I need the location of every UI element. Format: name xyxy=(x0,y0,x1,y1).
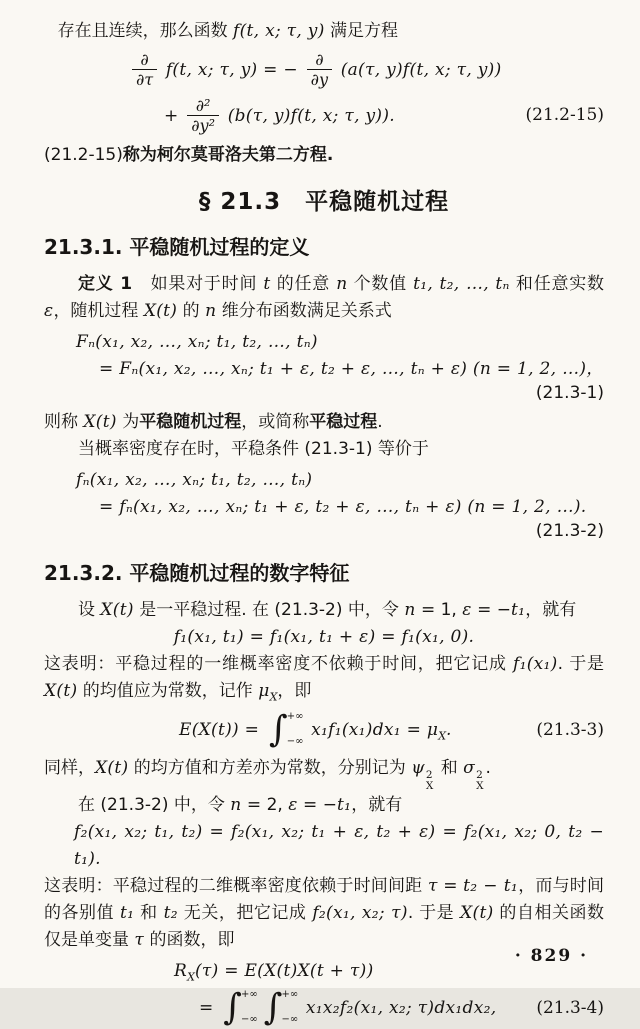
equation-tag: (21.3-4) xyxy=(536,997,604,1018)
mean-paragraph: 这表明：平稳过程的一维概率密度不依赖于时间，把它记成 f₁(x₁). 于是 X(t) 的均值应为常数，记作 $\mu_X$，即 xyxy=(44,654,605,704)
f2-formula: f₂(x₁, x₂; t₁, t₂) = f₂(x₁, x₂; t₁ + ε, t₂ + ε) = f₂(x₁, x₂; 0, t₂ − t₁). xyxy=(74,822,604,870)
correlation-paragraph: 这表明：平稳过程的二维概率密度依赖于时间间距 τ = t₂ − t₁，而与时间的各别值 t₁ 和 t₂ 无关，把它记成 f₂(x₁, x₂; τ). 于是 X(t) 的自相关函数仅是单变量 τ 的函数，即 xyxy=(44,876,605,951)
equation-line xyxy=(44,709,604,751)
equation-21-3-1 xyxy=(44,329,604,405)
equation-tag: (21.3-3) xyxy=(536,719,604,740)
equation-line xyxy=(76,467,604,494)
setup-paragraph: 设 X(t) 是一平稳过程. 在 (21.3-2) 中，令 n = 1, ε = −t₁，就有 xyxy=(78,600,577,621)
equation-body: fₙ(x₁, x₂, …, xₙ; t₁, t₂, …, tₙ) xyxy=(76,470,313,491)
equation-body: = Fₙ(x₁, x₂, …, xₙ; t₁ + ε, t₂ + ε, …, tₙ + ε) (n = 1, 2, …)， xyxy=(99,359,604,380)
equation-line xyxy=(76,329,604,356)
equation-tag: (21.3-1) xyxy=(535,383,604,404)
then-paragraph: 则称 X(t) 为平稳随机过程，或简称平稳过程. xyxy=(44,412,383,433)
equation-line xyxy=(129,51,604,89)
page-number: · 829 · xyxy=(514,946,588,966)
equation-body: + $\frac{\text{∂²}}{\text{∂y²}}$ (b(τ, y)f(t, x; τ, y)). xyxy=(164,95,395,135)
let-paragraph: 在 (21.3-2) 中，令 n = 2, ε = −t₁，就有 xyxy=(78,795,403,816)
intro-line: 存在且连续，那么函数 f(t, x; τ, y) 满足方程 xyxy=(57,21,399,41)
variance-paragraph: 同样，X(t) 的均方值和方差亦为常数，分别记为 ψ 2 X 和 σ 2 X . xyxy=(44,758,491,793)
equation-21-3-3 xyxy=(44,709,604,751)
equation-body: $\frac{\partial}{\partial\tau}$ f(t, x; τ, y) = − $\frac{\partial}{\partial y}$ (a(τ, y)f(t, x; τ, y)) xyxy=(129,51,502,89)
equation-body: $R_X(\tau) = E(X(t)X(t + \tau))$ xyxy=(174,961,374,984)
equation-line xyxy=(44,987,604,1029)
kolmogorov-note: (21.2-15)称为柯尔莫哥洛夫第二方程. xyxy=(44,145,334,166)
definition-paragraph: 定义 1 如果对于时间 t 的任意 n 个数值 t₁, t₂, …, tₙ 和任意实数 ε，随机过程 X(t) 的 n 维分布函数满足关系式 xyxy=(44,274,605,322)
subsection-heading-characteristics: 21.3.2. 平稳随机过程的数字特征 xyxy=(44,561,350,586)
section-heading: § 21.3 平稳随机过程 xyxy=(198,189,450,216)
equation-tag: (21.2-15) xyxy=(525,104,604,125)
equation-21-2-15 xyxy=(44,51,604,134)
equation-body: E(X(t)) = ∫ +∞ −∞ $x_1f_1(x_1)dx_1 = \mu_X$. xyxy=(179,709,452,751)
equation-body: = fₙ(x₁, x₂, …, xₙ; t₁ + ε, t₂ + ε, …, tₙ + ε) (n = 1, 2, …). xyxy=(99,497,587,518)
equation-body: Fₙ(x₁, x₂, …, xₙ; t₁, t₂, …, tₙ) xyxy=(76,332,318,353)
equation-body: = ∫ +∞ −∞ ∫ +∞ −∞ x₁x₂f₂(x₁, x₂; τ)dx₁dx₂, xyxy=(199,987,497,1029)
equation-line xyxy=(99,494,604,521)
subsection-heading-definition: 21.3.1. 平稳随机过程的定义 xyxy=(44,235,310,260)
equation-line xyxy=(99,356,604,383)
equation-21-3-2 xyxy=(44,467,604,543)
equation-line xyxy=(164,97,604,135)
density-paragraph: 当概率密度存在时，平稳条件 (21.3-1) 等价于 xyxy=(78,439,429,460)
equation-tag: (21.3-2) xyxy=(535,521,604,542)
f1-formula: f₁(x₁, t₁) = f₁(x₁, t₁ + ε) = f₁(x₁, 0). xyxy=(173,627,475,648)
